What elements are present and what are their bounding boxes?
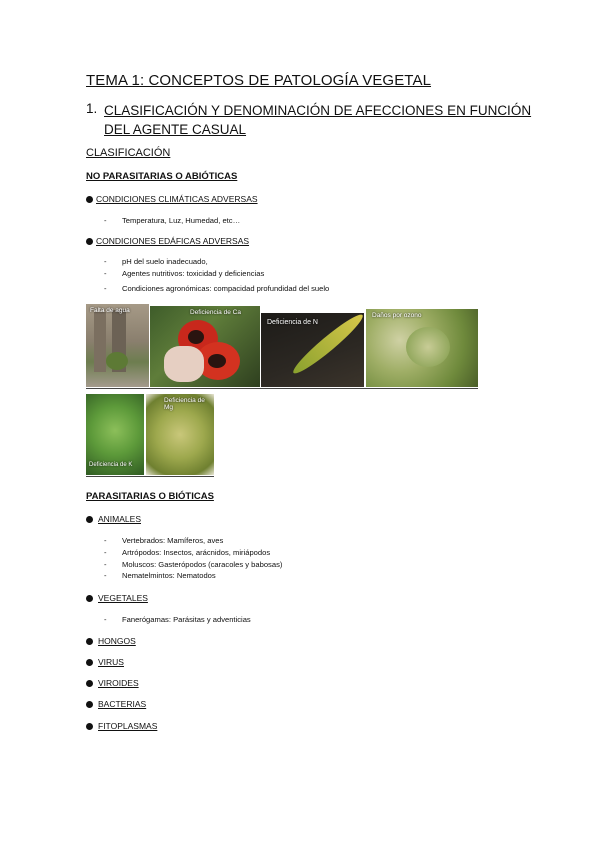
- bullet-plants: [86, 593, 148, 603]
- bullet-dot-icon: [86, 638, 93, 645]
- photo-caption: Deficiencia de Mg: [164, 397, 205, 411]
- abiotic-heading: NO PARASITARIAS O ABIÓTICAS: [86, 171, 238, 182]
- photo-caption: Falta de agua: [90, 307, 130, 314]
- photo-caption: Deficiencia de N: [267, 319, 318, 326]
- section-number: 1.: [86, 101, 98, 116]
- bullet-viroids: [86, 678, 139, 688]
- section-title: CLASIFICACIÓN Y DENOMINACIÓN DE AFECCIONES EN FUNCIÓN DEL AGENTE CASUAL: [104, 103, 532, 137]
- photo-row-divider: [86, 388, 478, 389]
- bullet-fungi: [86, 636, 136, 646]
- document-title: TEMA 1: CONCEPTOS DE PATOLOGÍA VEGETAL: [86, 72, 432, 89]
- virus-label: VIRUS: [98, 657, 124, 667]
- bullet-animals: [86, 514, 141, 524]
- bullet-dot-icon: [86, 723, 93, 730]
- photo-water-deficit: [86, 304, 149, 387]
- bullet-edaphic: [86, 236, 249, 246]
- bullet-dot-icon: [86, 196, 93, 203]
- bullet-dot-icon: [86, 238, 93, 245]
- bullet-dot-icon: [86, 595, 93, 602]
- climatic-label: CONDICIONES CLIMÁTICAS ADVERSAS: [96, 194, 258, 204]
- photo-calcium-deficiency: [150, 306, 260, 387]
- phytoplasmas-label: FITOPLASMAS: [98, 721, 158, 731]
- viroids-label: VIROIDES: [98, 678, 139, 688]
- plants-label: VEGETALES: [98, 593, 148, 603]
- list-item: - Condiciones agronómicas: compacidad profundidad del suelo: [104, 284, 330, 293]
- subsection-heading: CLASIFICACIÓN: [86, 147, 171, 159]
- bullet-phytoplasmas: [86, 721, 157, 731]
- biotic-heading: PARASITARIAS O BIÓTICAS: [86, 491, 214, 502]
- list-item: - Vertebrados: Mamíferos, aves: [104, 536, 224, 545]
- bullet-dot-icon: [86, 659, 93, 666]
- list-item: - Agentes nutritivos: toxicidad y deficiencias: [104, 269, 265, 278]
- photo-magnesium-deficiency: [146, 394, 214, 475]
- photo-row-divider: [86, 476, 214, 477]
- bullet-climatic: [86, 194, 258, 204]
- photo-nitrogen-deficiency: [261, 313, 364, 387]
- list-item: - pH del suelo inadecuado,: [104, 257, 208, 266]
- list-item: - Moluscos: Gasterópodos (caracoles y babosas): [104, 560, 283, 569]
- animals-label: ANIMALES: [98, 514, 141, 524]
- bullet-virus: [86, 657, 124, 667]
- list-item: - Nematelmintos: Nematodos: [104, 571, 216, 580]
- photo-caption: Deficiencia de K: [89, 462, 133, 468]
- bullet-dot-icon: [86, 701, 93, 708]
- edaphic-label: CONDICIONES EDÁFICAS ADVERSAS: [96, 236, 250, 246]
- photo-potassium-deficiency: [86, 394, 144, 475]
- photo-ozone-damage: [366, 309, 478, 387]
- photo-caption: Daños por ozono: [372, 312, 422, 319]
- bullet-dot-icon: [86, 516, 93, 523]
- list-item: - Temperatura, Luz, Humedad, etc…: [104, 216, 241, 225]
- list-item: - Artrópodos: Insectos, arácnidos, miriápodos: [104, 548, 271, 557]
- fungi-label: HONGOS: [98, 636, 136, 646]
- list-item: - Fanerógamas: Parásitas y adventicias: [104, 615, 251, 624]
- photo-caption: Deficiencia de Ca: [190, 309, 241, 316]
- bacteria-label: BACTERIAS: [98, 699, 147, 709]
- bullet-dot-icon: [86, 680, 93, 687]
- bullet-bacteria: [86, 699, 146, 709]
